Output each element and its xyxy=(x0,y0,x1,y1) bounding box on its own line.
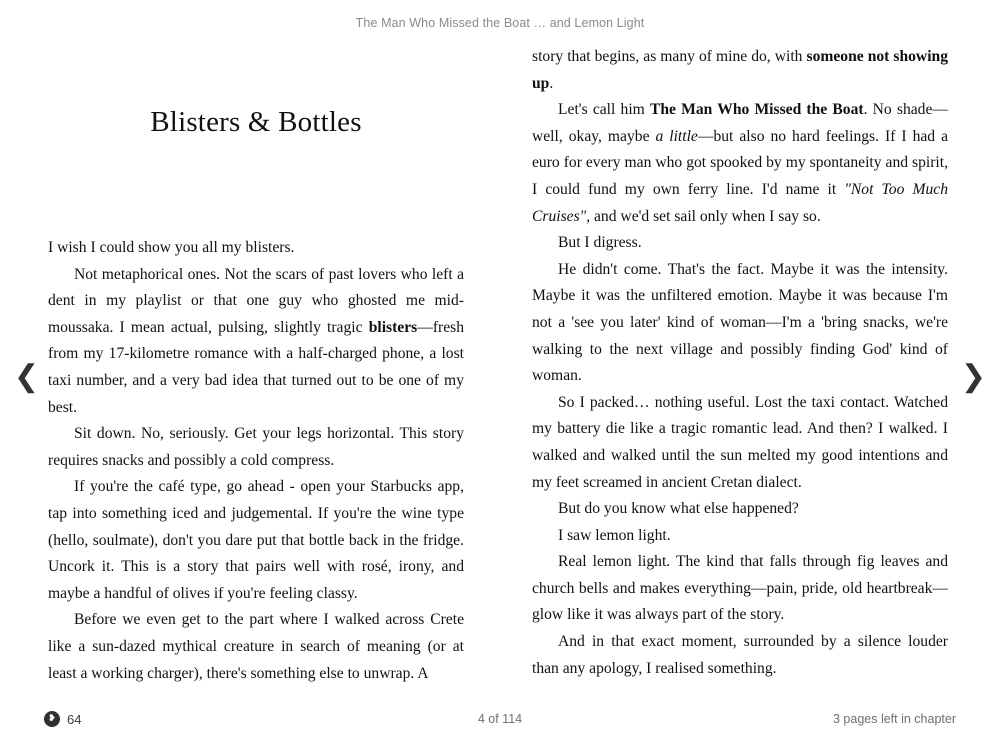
chapter-progress: 3 pages left in chapter xyxy=(833,712,956,726)
paragraph: Sit down. No, seriously. Get your legs horizontal. This story requires snacks and possibly a cold compress. xyxy=(48,425,464,469)
page-progress: 4 of 114 xyxy=(477,712,523,726)
left-page xyxy=(48,44,464,704)
chapter-title: Blisters & Bottles xyxy=(150,106,362,138)
next-page-icon[interactable]: ❯ xyxy=(960,360,986,393)
page-number: 64 xyxy=(67,711,82,727)
paragraph: But I digress. xyxy=(558,234,642,252)
footer xyxy=(0,711,1000,733)
paragraph: He didn't come. That's the fact. Maybe it was the intensity. Maybe it was the unfiltered emotion. Maybe it was because I'm not a 'see you later' kind of woman—I'm a 'bring snacks, we're walking to the next village and possibly finding God' kind of woman. xyxy=(532,260,948,385)
paragraph: I wish I could show you all my blisters. xyxy=(48,239,295,256)
paragraph: Before we even get to the part where I walked across Crete like a sun-dazed mythical creature in search of meaning (or at least a working charger), there's something else to unwrap. A xyxy=(48,611,464,682)
bookmark-icon[interactable]: ❥ xyxy=(44,711,60,727)
paragraph: And in that exact moment, surrounded by a silence louder than any apology, I realised something. xyxy=(532,633,948,677)
paragraph: So I packed… nothing useful. Lost the taxi contact. Watched my battery die like a tragic romantic lead. And then? I walked. I walked and walked until the sun melted my good intentions and my feet screamed in ancient Cretan dialect. xyxy=(532,393,948,491)
page-spread xyxy=(0,44,1000,704)
paragraph: story that begins, as many of mine do, with someone not showing up. xyxy=(532,48,948,92)
right-page xyxy=(532,44,948,704)
paragraph: I saw lemon light. xyxy=(558,526,671,544)
paragraph: Let's call him The Man Who Missed the Boat. No shade—well, okay, maybe a little—but also no hard feelings. If I had a euro for every man who got spooked by my spontaneity and spirit, I could fund my own ferry line. I'd name it "Not Too Much Cruises", and we'd set sail only when I say so. xyxy=(532,101,949,225)
paragraph: If you're the café type, go ahead - open your Starbucks app, tap into something iced and judgemental. If you're the wine type (hello, soulmate), don't you dare put that bottle back in the fridge. Uncork it. This is a story that pairs well with rosé, irony, and maybe a handful of olives if you're feeling classy. xyxy=(48,478,464,602)
paragraph: But do you know what else happened? xyxy=(558,500,799,518)
previous-page-icon[interactable]: ❮ xyxy=(14,360,40,393)
running-head: The Man Who Missed the Boat … and Lemon Light xyxy=(355,16,645,30)
paragraph: Not metaphorical ones. Not the scars of past lovers who left a dent in my playlist or that one guy who ghosted me mid-moussaka. I mean actual, pulsing, slightly tragic blisters—fresh from my 17-kilometre romance with a half-charged phone, a lost taxi number, and a very bad idea that turned out to be one of my best. xyxy=(48,265,464,416)
left-page-text xyxy=(48,235,464,687)
paragraph: Real lemon light. The kind that falls through fig leaves and church bells and makes everything—pain, pride, old heartbreak—glow like it was always part of the story. xyxy=(532,553,948,624)
